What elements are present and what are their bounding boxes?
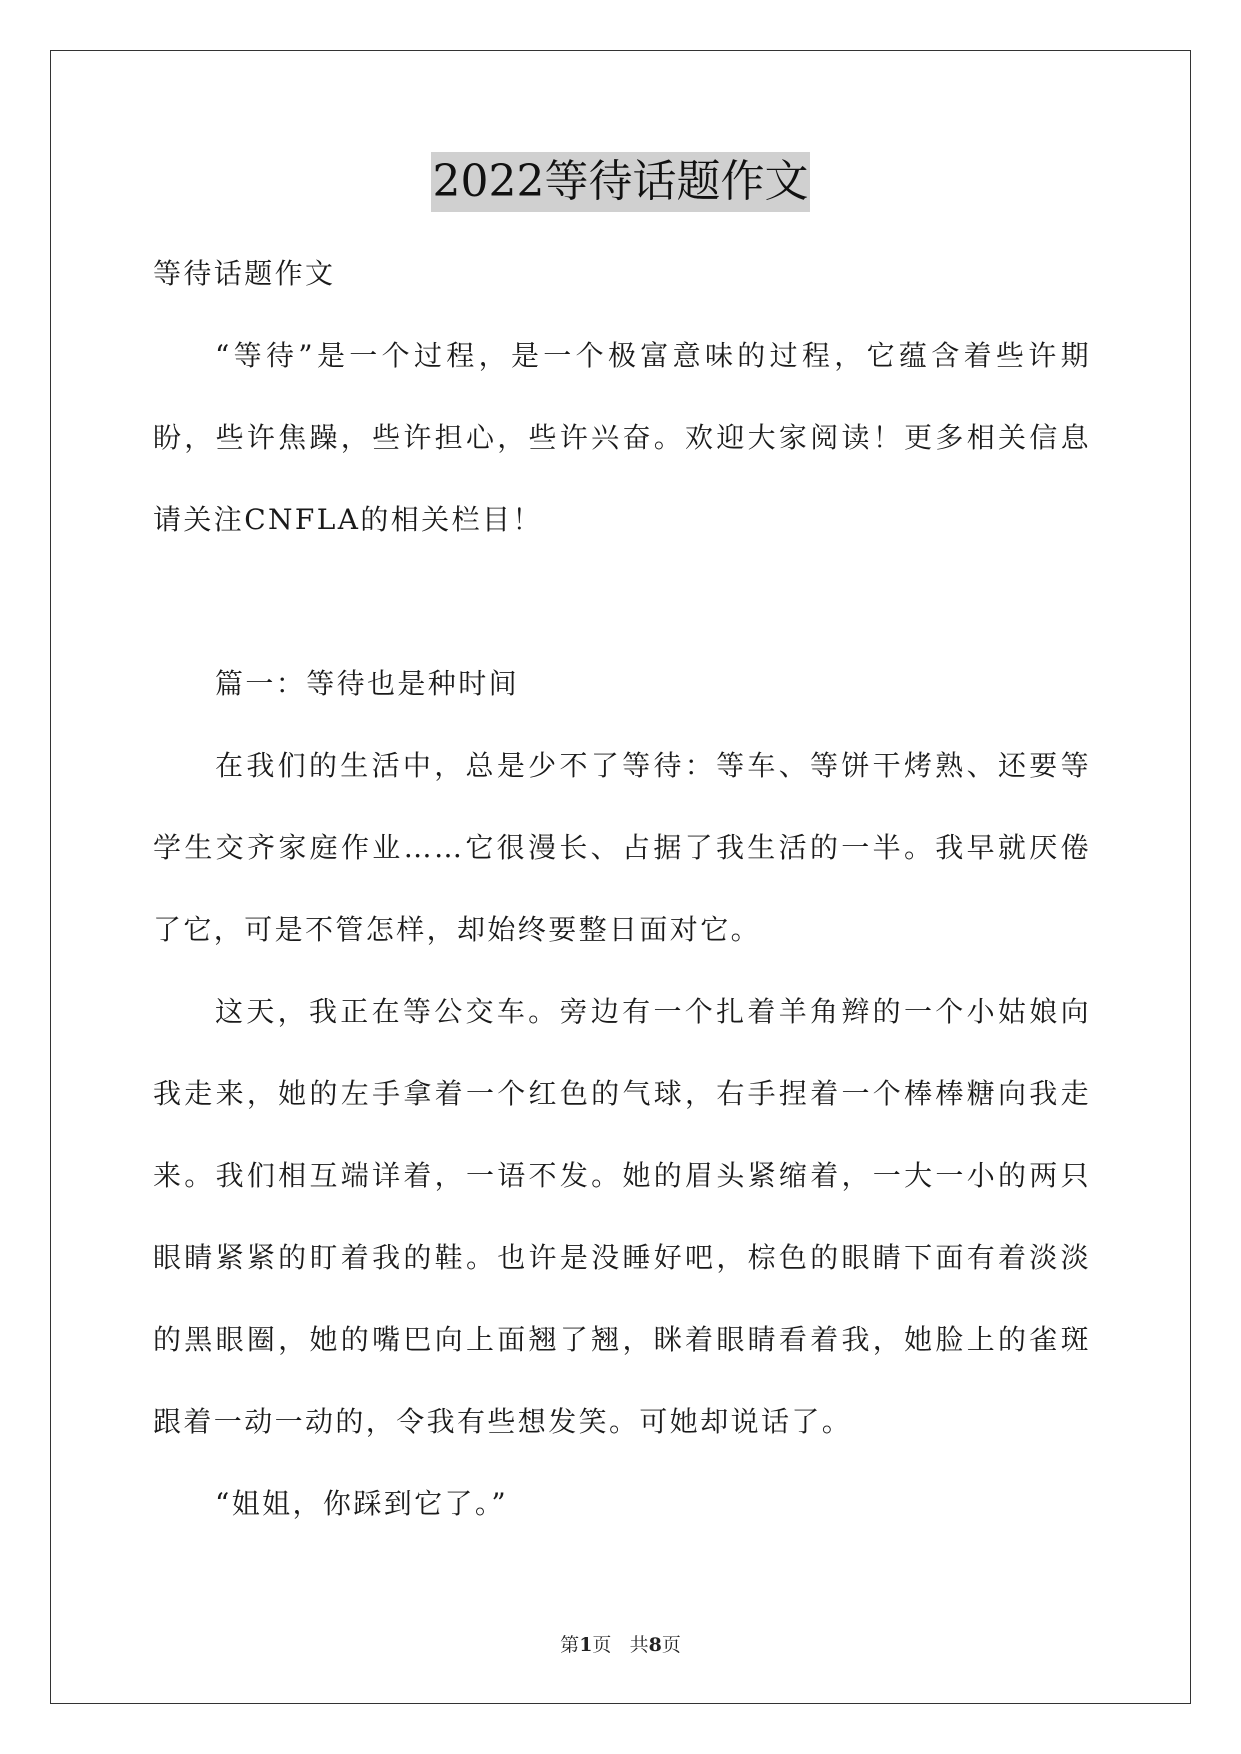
total-pages: 8 bbox=[648, 1634, 662, 1656]
page-footer bbox=[0, 1632, 1241, 1658]
section-heading: 篇一：等待也是种时间 bbox=[215, 667, 520, 700]
intro-paragraph: “等待”是一个过程，是一个极富意味的过程，它蕴含着些许期盼，些许焦躁，些许担心，些许兴奋。欢迎大家阅读！更多相关信息请关注CNFLA的相关栏目！ bbox=[153, 339, 1091, 536]
dialogue-paragraph: “姐姐，你踩到它了。” bbox=[215, 1487, 509, 1520]
title-container bbox=[0, 152, 1241, 212]
subtitle-paragraph: 等待话题作文 bbox=[153, 257, 336, 290]
document-title: 2022等待话题作文 bbox=[431, 152, 811, 212]
total-prefix: 共 bbox=[629, 1634, 649, 1656]
document-body bbox=[153, 233, 1091, 1545]
total-suffix: 页 bbox=[661, 1634, 681, 1656]
body-paragraph: 在我们的生活中，总是少不了等待：等车、等饼干烤熟、还要等学生交齐家庭作业……它很漫长、占据了我生活的一半。我早就厌倦了它，可是不管怎样，却始终要整日面对它。 bbox=[153, 749, 1091, 946]
page-prefix: 第 bbox=[560, 1634, 580, 1656]
blank-line bbox=[153, 561, 1091, 643]
page-suffix: 页 bbox=[592, 1634, 612, 1656]
body-paragraph: 这天，我正在等公交车。旁边有一个扎着羊角辫的一个小姑娘向我走来，她的左手拿着一个红色的气球，右手捏着一个棒棒糖向我走来。我们相互端详着，一语不发。她的眉头紧缩着，一大一小的两只眼睛紧紧的盯着我的鞋。也许是没睡好吧，棕色的眼睛下面有着淡淡的黑眼圈，她的嘴巴向上面翘了翘，眯着眼睛看着我，她脸上的雀斑跟着一动一动的，令我有些想发笑。可她却说话了。 bbox=[153, 995, 1091, 1438]
page-number: 1 bbox=[579, 1634, 593, 1656]
